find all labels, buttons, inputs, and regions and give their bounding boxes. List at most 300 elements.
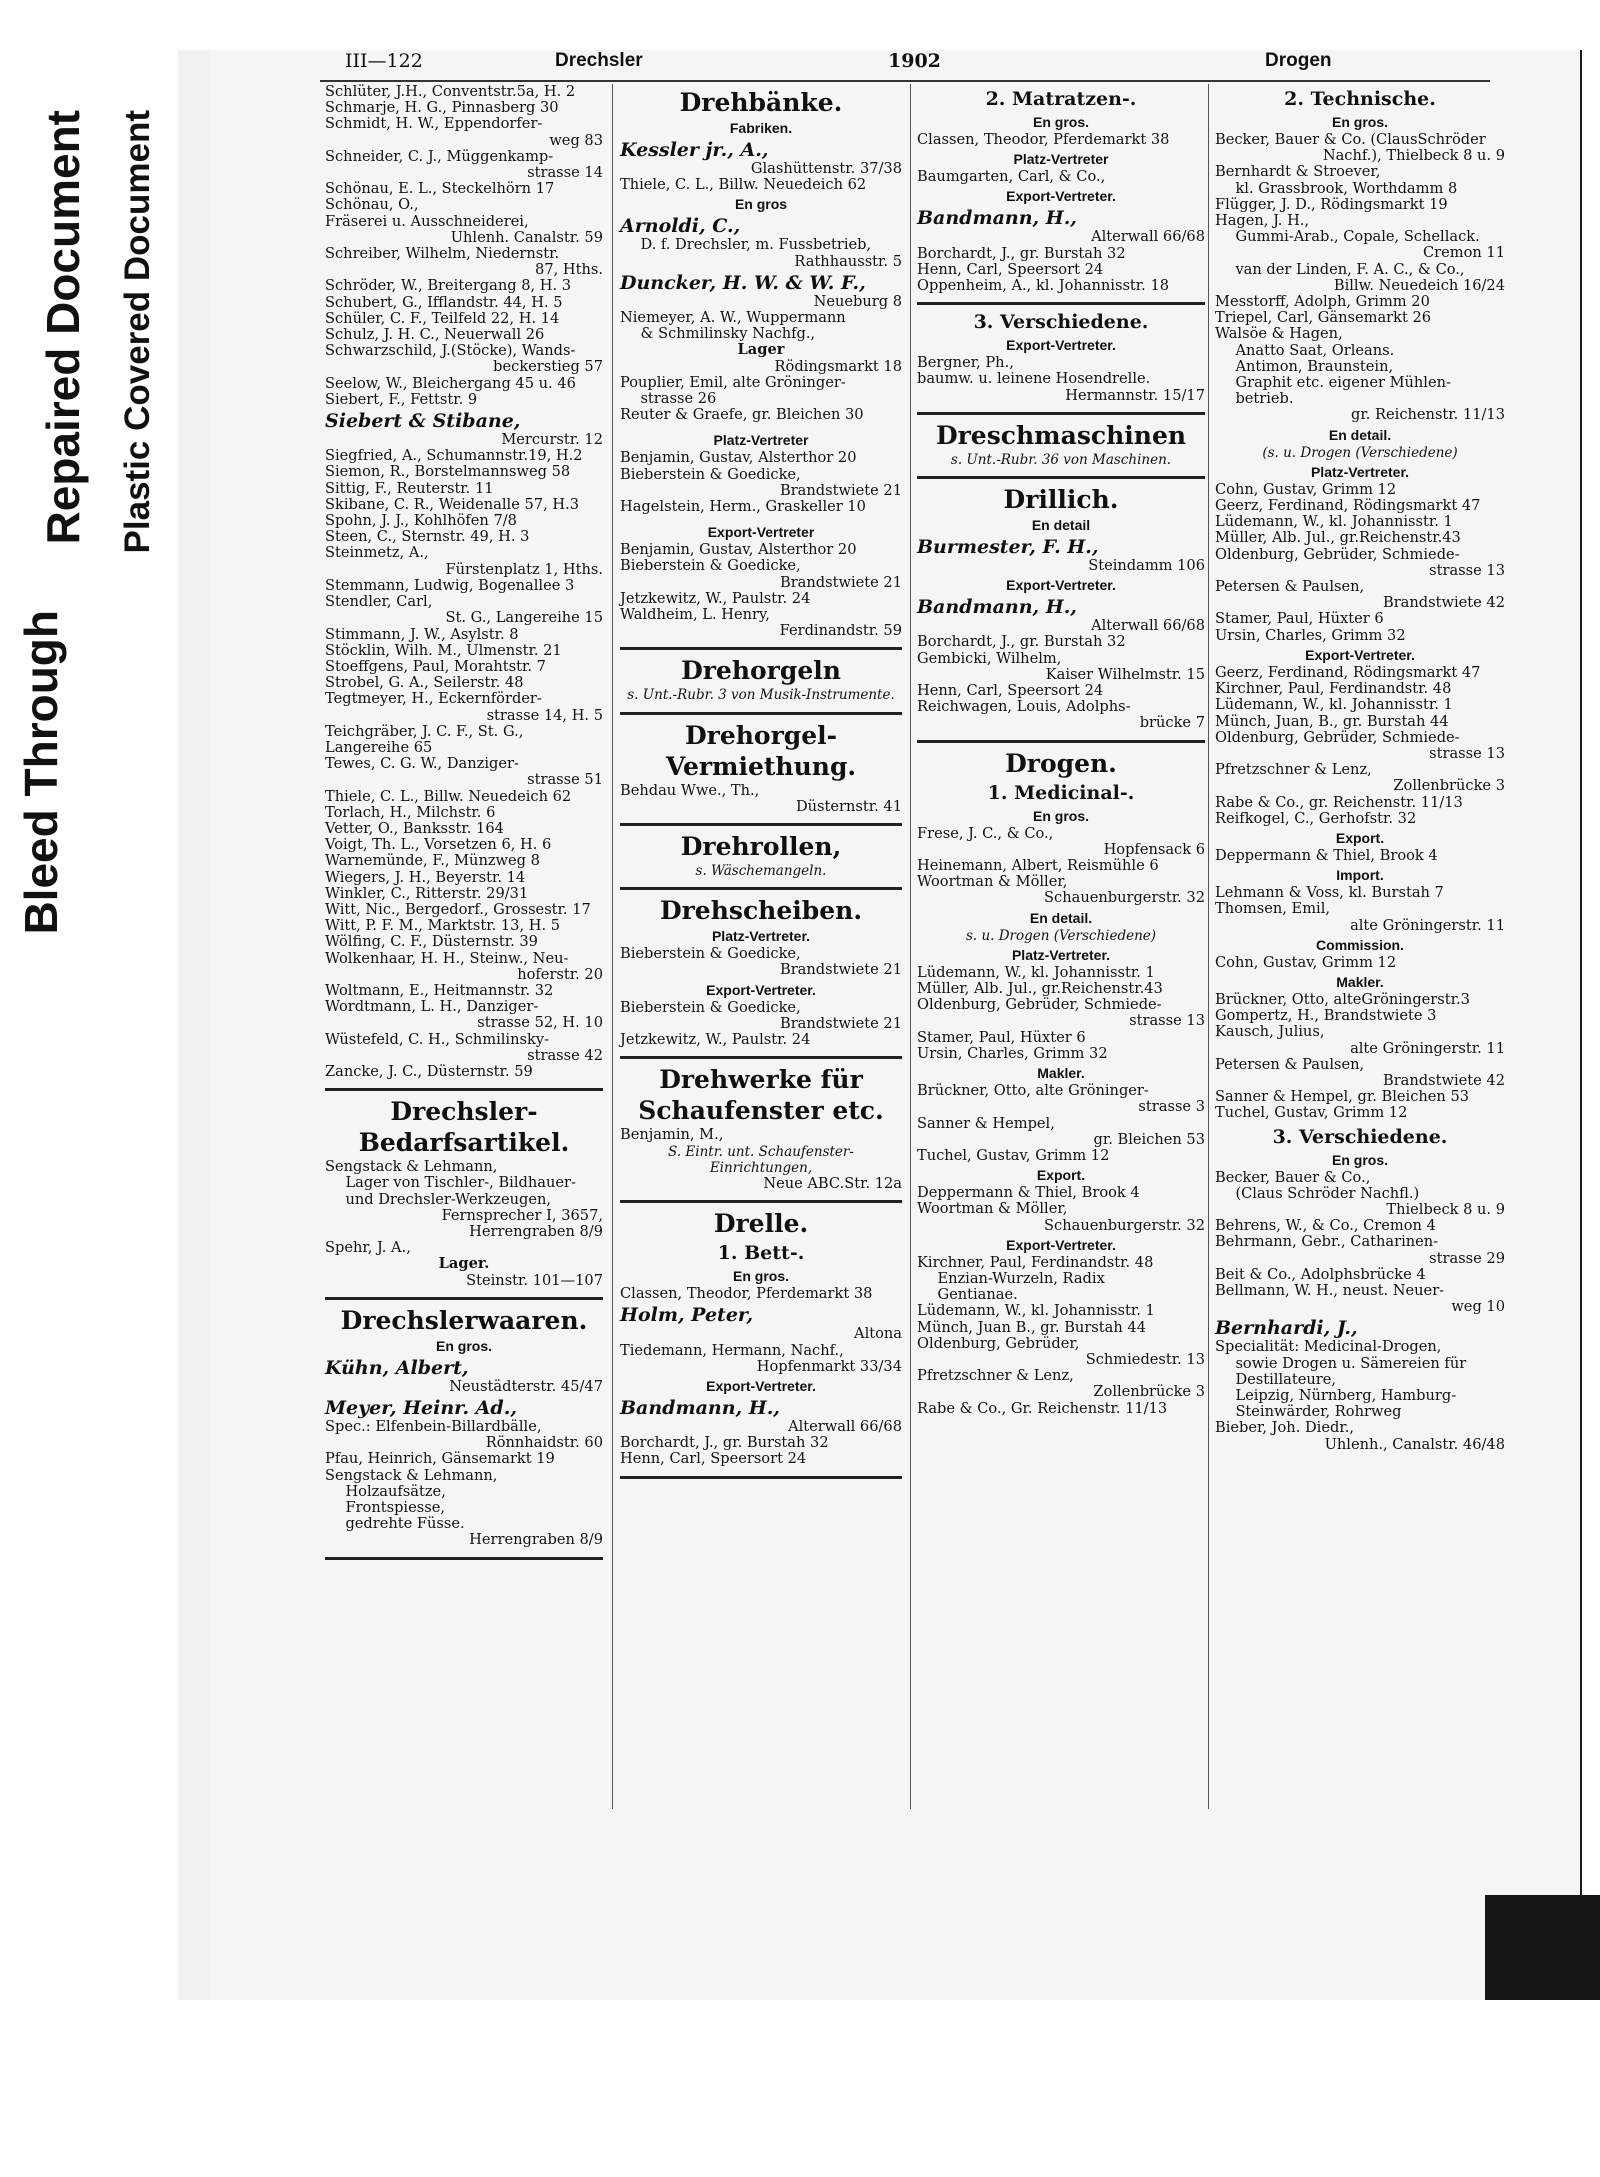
section-rule — [620, 647, 902, 650]
entry-line: Woltmann, E., Heitmannstr. 32 — [325, 981, 554, 999]
entry-line: gr. Bleichen 53 — [1093, 1130, 1205, 1148]
subsection-label: Platz-Vertreter. — [1310, 463, 1410, 480]
subsection-label: Fabriken. — [729, 120, 793, 136]
entry-line: strasse 26 — [640, 390, 717, 408]
column-2 — [620, 84, 902, 1485]
entry-line: Cremon 11 — [1422, 244, 1505, 262]
subsection-label: En gros. — [1331, 1151, 1388, 1168]
entry-line: strasse 42 — [527, 1046, 603, 1064]
entry-line: Benjamin, Gustav, Alsterthor 20 — [620, 541, 857, 559]
entry-line: Beit & Co., Adolphsbrücke 4 — [1215, 1265, 1426, 1283]
subsection-label: Export-Vertreter. — [1006, 577, 1116, 594]
firm-name: Burmester, F. H., — [917, 536, 1099, 559]
section-title: Dreschmaschinen — [935, 420, 1187, 450]
technische-makler-list — [1215, 992, 1505, 1122]
entry-line: strasse 13 — [1429, 561, 1505, 579]
plastic-covered-label: Plastic Covered Document — [118, 110, 157, 554]
entry-line: Lüdemann, W., kl. Johannisstr. 1 — [1215, 513, 1453, 531]
entry-line: Bergner, Ph., — [917, 354, 1014, 372]
page-number: III—122 — [345, 50, 423, 72]
firm-address: Glashüttenstr. 37/38 — [750, 160, 902, 177]
firm-name: Bandmann, H., — [917, 596, 1077, 619]
bedarf-list — [325, 1159, 603, 1289]
entry-line: Witt, P. F. M., Marktstr. 13, H. 5 — [325, 917, 561, 935]
entry-line: brücke 7 — [1139, 714, 1205, 732]
section-title: Vermiethung. — [665, 751, 857, 781]
entry-line: Schmidt, H. W., Eppendorfer- — [325, 115, 543, 133]
entry-line: Baumgarten, Carl, & Co., — [917, 168, 1106, 186]
entry-line: Sengstack & Lehmann, — [325, 1158, 498, 1176]
matratzen-list — [917, 246, 1205, 295]
entry-line: Heinemann, Albert, Reismühle 6 — [917, 857, 1159, 875]
medicinal-platz-list — [917, 965, 1205, 1062]
subsection-label: Export-Vertreter — [707, 524, 815, 541]
entry-line: Brandstwiete 42 — [1382, 1071, 1505, 1089]
entry-line: Becker, Bauer & Co. (ClausSchröder — [1215, 131, 1486, 148]
entry-line: Bieberstein & Goedicke, — [620, 998, 801, 1016]
entry-line: Schönau, O., — [325, 196, 419, 214]
section-rule — [917, 476, 1205, 479]
entry-line: Schneider, C. J., Müggenkamp- — [325, 147, 554, 165]
entry-line: Thomsen, Emil, — [1215, 900, 1331, 918]
entry-line: gedrehte Füsse. — [345, 1515, 465, 1533]
subsection-label: Makler. — [1336, 973, 1384, 990]
entry-line: Schwarzschild, J.(Stöcke), Wands- — [325, 342, 576, 360]
entry-line: alte Gröningerstr. 11 — [1350, 916, 1505, 934]
entry-line: (Claus Schröder Nachfl.) — [1235, 1184, 1420, 1202]
header-left-word: Drechsler — [555, 50, 643, 71]
column-4 — [1215, 84, 1505, 1453]
subsection-title: 2. Technische. — [1284, 88, 1436, 110]
bleed-through-label: Bleed Through — [15, 610, 67, 935]
entry-line: alte Gröningerstr. 11 — [1350, 1039, 1505, 1057]
entry-line: Sanner & Hempel, gr. Bleichen 53 — [1215, 1088, 1470, 1106]
entry-line: Stöcklin, Wilh. M., Ulmenstr. 21 — [325, 641, 562, 659]
entry-line: Siebert, F., Fettstr. 9 — [325, 390, 478, 408]
entry-line: Siemon, R., Borstelmannsweg 58 — [325, 463, 571, 481]
entry-line: Lager von Tischler-, Bildhauer- — [345, 1174, 576, 1192]
entry-line: strasse 14 — [527, 164, 603, 182]
section-rule — [620, 1476, 902, 1479]
subsection-label: En gros. — [1032, 114, 1089, 130]
section-rule — [620, 712, 902, 715]
entry-line: Müller, Alb. Jul., gr.Reichenstr.43 — [917, 980, 1163, 998]
entry-line: Rödingsmarkt 18 — [774, 357, 902, 375]
entry-line: Steinmetz, A., — [325, 544, 429, 562]
entry-line: Warnemünde, F., Münzweg 8 — [325, 852, 540, 870]
entry-line: weg 10 — [1451, 1298, 1505, 1316]
entry-line: Müller, Alb. Jul., gr.Reichenstr.43 — [1215, 529, 1461, 547]
subsection-label: Export-Vertreter. — [1006, 188, 1116, 205]
entry-line: Borchardt, J., gr. Burstah 32 — [917, 633, 1126, 651]
entry-line: D. f. Drechsler, m. Fussbetrieb, — [640, 236, 872, 254]
subsection-label: Export-Vertreter. — [1006, 1236, 1116, 1253]
cross-reference: S. Eintr. unt. Schaufenster-Einrichtungen, — [668, 1143, 854, 1176]
verschiedene-list — [1215, 1170, 1505, 1316]
drechsler-list — [325, 84, 603, 1080]
entry-line: Thiele, C. L., Billw. Neuedeich 62 — [325, 787, 572, 805]
entry-line: Schauenburgerstr. 32 — [1044, 889, 1205, 907]
section-rule — [917, 302, 1205, 305]
entry-line: Brückner, Otto, alte Gröninger- — [917, 1082, 1149, 1100]
firm-name: Bandmann, H., — [917, 207, 1077, 230]
entry-line: Oldenburg, Gebrüder, Schmiede- — [1215, 728, 1460, 746]
entry-line: Ursin, Charles, Grimm 32 — [917, 1044, 1108, 1062]
bernhardi-list — [1215, 1339, 1505, 1452]
entry-line: Bellmann, W. H., neust. Neuer- — [1215, 1281, 1445, 1299]
entry-line: Classen, Theodor, Pferdemarkt 38 — [917, 131, 1170, 148]
section-title: Drehorgel- — [684, 720, 838, 750]
scan-corner-shadow — [1485, 1895, 1600, 2000]
technische-export-list — [1215, 665, 1505, 827]
entry-line: Pouplier, Emil, alte Gröninger- — [620, 373, 846, 391]
section-title: Drehwerke für — [659, 1065, 863, 1095]
cross-reference: s. Wäschemangeln. — [695, 863, 827, 880]
section-title: Schaufenster etc. — [638, 1096, 884, 1126]
subsection-label: Export-Vertreter. — [1305, 646, 1415, 663]
medicinal-exportvertreter-list — [917, 1255, 1205, 1417]
export-list — [620, 542, 902, 639]
section-title: Drehorgeln — [681, 656, 841, 686]
firm-address: Alterwall 66/68 — [1091, 228, 1205, 246]
subsection-title: 1. Medicinal-. — [987, 781, 1135, 804]
subsection-label: En detail. — [1328, 426, 1392, 443]
firm-name: Bandmann, H., — [620, 1396, 780, 1419]
entry-line: Zancke, J. C., Düsternstr. 59 — [325, 1062, 533, 1080]
entry-line: Winkler, C., Ritterstr. 29/31 — [325, 884, 529, 902]
entry-line: Tiedemann, Hermann, Nachf., — [620, 1341, 844, 1359]
entry-line: Stamer, Paul, Hüxter 6 — [917, 1028, 1086, 1046]
entry-line: Behdau Wwe., Th., — [620, 781, 760, 799]
cross-reference: s. Unt.-Rubr. 3 von Musik-Instrumente. — [627, 687, 895, 704]
firm-name: Kühn, Albert, — [325, 1356, 469, 1379]
entry-line: Brandstwiete 21 — [779, 961, 902, 979]
entry-line: Brandstwiete 21 — [779, 573, 902, 591]
entry-line: Schreiber, Wilhelm, Niedernstr. — [325, 245, 560, 263]
entry-line: Siegfried, A., Schumannstr.19, H.2 — [325, 447, 583, 465]
entry-line: Pfretzschner & Lenz, — [917, 1367, 1074, 1385]
entry-line: Gummi-Arab., Copale, Schellack. — [1235, 228, 1480, 246]
column-3 — [917, 84, 1205, 1417]
entry-line: Torlach, H., Milchstr. 6 — [325, 803, 496, 821]
subsection-label: En gros. — [435, 1337, 492, 1354]
entry-line: Fräserei u. Ausschneiderei, — [325, 212, 529, 230]
entry-line: Wordtmann, L. H., Danziger- — [325, 998, 539, 1016]
entry-line: Reuter & Graefe, gr. Bleichen 30 — [620, 406, 864, 424]
entry-line: Mercurstr. 12 — [501, 431, 603, 449]
firm-address: Alterwall 66/68 — [1091, 617, 1205, 635]
entry-line: Steinwärder, Rohrweg — [1235, 1403, 1402, 1421]
entry-line: Tuchel, Gustav, Grimm 12 — [917, 1146, 1110, 1164]
section-title: Drechsler- — [390, 1097, 538, 1127]
entry-line: Cohn, Gustav, Grimm 12 — [1215, 953, 1397, 971]
entry-line: Brandstwiete 21 — [779, 1014, 902, 1032]
entry-line: Destillateure, — [1235, 1370, 1336, 1388]
entry-line: Petersen & Paulsen, — [1215, 578, 1365, 596]
entry-line: Voigt, Th. L., Vorsetzen 6, H. 6 — [325, 836, 552, 854]
entry-line: Billw. Neuedeich 16/24 — [1333, 276, 1505, 294]
entry-line: gr. Reichenstr. 11/13 — [1351, 406, 1505, 424]
entry-line: Becker, Bauer & Co., — [1215, 1168, 1371, 1186]
section-title: Drechslerwaaren. — [340, 1305, 588, 1335]
entry-line: Anatto Saat, Orleans. — [1235, 341, 1395, 359]
entry-line: Bieberstein & Goedicke, — [620, 557, 801, 575]
subsection-label: Export. — [1335, 829, 1385, 846]
firm-address: Alterwall 66/68 — [788, 1417, 902, 1435]
entry-line: strasse 14, H. 5 — [486, 706, 603, 724]
entry-line: betrieb. — [1235, 390, 1294, 408]
entry-line: Hopfenmarkt 33/34 — [756, 1357, 902, 1375]
entry-line: Bieberstein & Goedicke, — [620, 465, 801, 483]
entry-line: Hagen, J. H., — [1215, 212, 1310, 230]
entry-line: Reifkogel, C., Gerhofstr. 32 — [1215, 809, 1417, 827]
firm-name: Duncker, H. W. & W. F., — [620, 271, 866, 294]
entry-line: strasse 13 — [1429, 744, 1505, 762]
entry-line: Gompertz, H., Brandstwiete 3 — [1215, 1007, 1437, 1025]
entry-line: Lager. — [438, 1255, 490, 1273]
entry-line: Fernsprecher I, 3657, — [441, 1206, 603, 1224]
entry-line: Zollenbrücke 3 — [1093, 1383, 1205, 1401]
entry-line: St. G., Langereihe 15 — [445, 609, 603, 627]
entry-line: weg 83 — [549, 131, 603, 149]
entry-line: Sittig, F., Reuterstr. 11 — [325, 479, 494, 497]
column-divider — [612, 84, 613, 1809]
entry-line: Schönau, E. L., Steckelhörn 17 — [325, 180, 555, 198]
entry-line: strasse 51 — [527, 771, 603, 789]
subsection-label: En detail — [1031, 517, 1091, 534]
entry-line: Geerz, Ferdinand, Rödingsmarkt 47 — [1215, 663, 1481, 681]
entry-line: Fürstenplatz 1, Hths. — [445, 560, 603, 578]
section-rule — [325, 1088, 603, 1091]
entry-line: Hopfensack 6 — [1103, 840, 1205, 858]
entry-line: Schulz, J. H. C., Neuerwall 26 — [325, 326, 545, 344]
entry-line: Teichgräber, J. C. F., St. G., — [325, 722, 524, 740]
subsection-label: En gros. — [1032, 807, 1089, 824]
entry-line: Flügger, J. D., Rödingsmarkt 19 — [1215, 195, 1448, 213]
technische-list — [1215, 132, 1505, 424]
entry-line: Classen, Theodor, Pferdemarkt 38 — [620, 1285, 873, 1303]
entry-line: Hermannstr. 15/17 — [1065, 386, 1205, 404]
entry-line: Stemmann, Ludwig, Bogenallee 3 — [325, 576, 575, 594]
entry-line: Tegtmeyer, H., Eckernförder- — [325, 690, 542, 708]
entry-line: Oppenheim, A., kl. Johannisstr. 18 — [917, 277, 1170, 295]
entry-line: Frontspiesse, — [345, 1499, 445, 1517]
entry-line: Nachf.), Thielbeck 8 u. 9 — [1322, 147, 1505, 165]
entry-line: Ferdinandstr. 59 — [779, 622, 902, 640]
condition-banner — [0, 50, 210, 2000]
entry-line: Behrmann, Gebr., Catharinen- — [1215, 1233, 1439, 1251]
entry-line: Oldenburg, Gebrüder, — [917, 1334, 1080, 1352]
entry-line: Spec.: Elfenbein-Billardbälle, — [325, 1418, 542, 1436]
cross-reference: s. Unt.-Rubr. 36 von Maschinen. — [950, 451, 1172, 468]
entry-line: Borchardt, J., gr. Burstah 32 — [917, 244, 1126, 262]
entry-line: Spohn, J. J., Kohlhöfen 7/8 — [325, 512, 517, 530]
entry-line: Schmarje, H. G., Pinnasberg 30 — [325, 99, 559, 117]
platz-list — [620, 450, 902, 515]
subsection-label: Commission. — [1316, 936, 1404, 953]
entry-line: Leipzig, Nürnberg, Hamburg- — [1235, 1387, 1457, 1404]
section-title: Bedarfsartikel. — [358, 1128, 570, 1158]
entry-line: Sengstack & Lehmann, — [325, 1466, 498, 1484]
medicinal-export-list — [917, 1185, 1205, 1234]
subsection-label: Export. — [1036, 1167, 1086, 1184]
section-title: Drelle. — [713, 1209, 809, 1239]
entry-line: Brandstwiete 42 — [1382, 594, 1505, 612]
entry-line: Schüler, C. F., Teilfeld 22, H. 14 — [325, 309, 560, 327]
entry-line: 87, Hths. — [535, 261, 603, 279]
entry-line: Stendler, Carl, — [325, 593, 433, 611]
section-rule — [620, 1200, 902, 1203]
entry-line: Witt, Nic., Bergedorf., Grossestr. 17 — [325, 900, 591, 918]
entry-line: Münch, Juan, B., gr. Burstah 44 — [1215, 712, 1449, 730]
entry-line: Messtorff, Adolph, Grimm 20 — [1215, 293, 1430, 311]
entry-line: Lehmann & Voss, kl. Burstah 7 — [1215, 884, 1444, 902]
entry-line: Wölfing, C. F., Düsternstr. 39 — [325, 933, 538, 951]
entry-line: Sanner & Hempel, — [917, 1114, 1055, 1132]
repaired-document-label: Repaired Document — [37, 110, 89, 545]
scanned-page — [0, 50, 1600, 2000]
entry-line: Bieberstein & Goedicke, — [620, 945, 801, 963]
entry-line: Frese, J. C., & Co., — [917, 824, 1054, 842]
entry-line: Waldheim, L. Henry, — [620, 606, 770, 624]
entry-line: Behrens, W., & Co., Cremon 4 — [1215, 1217, 1436, 1235]
entry-line: Neue ABC.Str. 12a — [763, 1174, 902, 1192]
entry-line: Schlüter, J.H., Conventstr.5a, H. 2 — [325, 83, 576, 100]
entry-line: Antimon, Braunstein, — [1235, 357, 1394, 375]
entry-line: Rabe & Co., Gr. Reichenstr. 11/13 — [917, 1399, 1168, 1417]
firm-address: Altona — [854, 1325, 902, 1343]
section-rule — [325, 1557, 603, 1560]
entry-line: beckerstieg 57 — [493, 358, 603, 376]
entry-line: Kirchner, Paul, Ferdinandstr. 48 — [1215, 680, 1452, 698]
subsection-title: 1. Bett-. — [717, 1242, 805, 1265]
entry-line: Herrengraben 8/9 — [469, 1223, 603, 1240]
firm-name: Bernhardi, J., — [1215, 1317, 1358, 1340]
entry-line: Tuchel, Gustav, Grimm 12 — [1215, 1104, 1408, 1122]
entry-line: und Drechsler-Werkzeugen, — [345, 1190, 552, 1208]
entry-line: Oldenburg, Gebrüder, Schmiede- — [1215, 545, 1460, 563]
entry-line: Triepel, Carl, Gänsemarkt 26 — [1215, 309, 1432, 327]
entry-line: Borchardt, J., gr. Burstah 32 — [620, 1434, 829, 1452]
entry-line: Cohn, Gustav, Grimm 12 — [1215, 480, 1397, 498]
entry-line: Stamer, Paul, Hüxter 6 — [1215, 610, 1384, 628]
entry-line: Woortman & Möller, — [917, 1200, 1068, 1218]
header-right-word: Drogen — [1265, 50, 1332, 71]
subsection-label: Export-Vertreter. — [706, 981, 816, 998]
entry-line: Kausch, Julius, — [1215, 1023, 1325, 1041]
firm-address: Neustädterstr. 45/47 — [449, 1377, 603, 1395]
entry-line: Lüdemann, W., kl. Johannisstr. 1 — [1215, 696, 1453, 714]
firm-name: Meyer, Heinr. Ad., — [325, 1397, 517, 1420]
entry-line: Pfretzschner & Lenz, — [1215, 761, 1372, 779]
entry-line: Rabe & Co., gr. Reichenstr. 11/13 — [1215, 793, 1463, 811]
entry-line: Reichwagen, Louis, Adolphs- — [917, 698, 1131, 716]
column-divider — [1208, 84, 1209, 1809]
entry-line: Walsöe & Hagen, — [1215, 325, 1343, 343]
subsection-label: Platz-Vertreter — [713, 432, 809, 449]
entry-line: Schubert, G., Ifflandstr. 44, H. 5 — [325, 293, 563, 311]
entry-line: Gembicki, Wilhelm, — [917, 649, 1062, 667]
header-year: 1902 — [888, 50, 941, 72]
subsection-label: En gros. — [1331, 114, 1388, 130]
entry-line: Brandstwiete 21 — [779, 481, 902, 499]
subsection-label: Platz-Vertreter — [1013, 151, 1109, 168]
entry-line: Tewes, C. G. W., Danziger- — [325, 755, 519, 773]
entry-line: Stoeffgens, Paul, Morahtstr. 7 — [325, 657, 546, 675]
subsection-title: 3. Verschiedene. — [1272, 1125, 1448, 1148]
entry-line: Jetzkewitz, W., Paulstr. 24 — [620, 589, 811, 607]
cross-reference: s. u. Drogen (Verschiedene) — [965, 927, 1157, 944]
firm-name: Holm, Peter, — [620, 1304, 754, 1327]
subsection-label: Export-Vertreter. — [706, 1377, 816, 1394]
entry-line: Thielbeck 8 u. 9 — [1386, 1200, 1505, 1218]
entry-line: Benjamin, Gustav, Alsterthor 20 — [620, 449, 857, 467]
entry-line: strasse 3 — [1138, 1098, 1205, 1116]
column-divider — [910, 84, 911, 1809]
entry-line: Henn, Carl, Speersort 24 — [917, 682, 1104, 700]
directory-page — [210, 50, 1582, 2000]
entry-line: Rathhausstr. 5 — [794, 252, 902, 270]
entry-line: Rönnhaidstr. 60 — [485, 1434, 603, 1452]
entry-line: Graphit etc. eigener Mühlen- — [1235, 374, 1451, 392]
entry-line: Petersen & Paulsen, — [1215, 1055, 1365, 1073]
entry-line: Herrengraben 8/9 — [469, 1531, 603, 1549]
entry-line: Deppermann & Thiel, Brook 4 — [1215, 846, 1438, 864]
subsection-label: En detail. — [1029, 909, 1093, 926]
subsection-label: Export-Vertreter. — [1006, 337, 1116, 354]
entry-line: Stimmann, J. W., Asylstr. 8 — [325, 625, 519, 643]
entry-line: Zollenbrücke 3 — [1393, 777, 1505, 795]
entry-line: Geerz, Ferdinand, Rödingsmarkt 47 — [1215, 497, 1481, 515]
subsection-label: Platz-Vertreter. — [711, 928, 811, 945]
section-title: Drillich. — [1003, 485, 1119, 515]
entry-line: Uhlenh. Canalstr. 59 — [450, 228, 603, 246]
entry-line: Steen, C., Sternstr. 49, H. 3 — [325, 528, 530, 546]
entry-line: Wolkenhaar, H. H., Steinw., Neu- — [325, 949, 569, 967]
entry-line: Benjamin, M., — [620, 1126, 724, 1144]
entry-line: Siebert & Stibane, — [325, 410, 521, 433]
entry-line: Lüdemann, W., kl. Johannisstr. 1 — [917, 963, 1155, 981]
entry-line: Uhlenh., Canalstr. 46/48 — [1324, 1435, 1505, 1453]
entry-line: baumw. u. leinene Hosendrelle. — [917, 370, 1151, 388]
drillich-list — [917, 634, 1205, 731]
entry-line: Niemeyer, A. W., Wuppermann — [620, 309, 846, 327]
firm-address: Neueburg 8 — [813, 292, 902, 310]
entry-line: strasse 29 — [1429, 1249, 1505, 1267]
running-header — [210, 50, 1510, 80]
subsection-title: 3. Verschiedene. — [973, 311, 1149, 334]
entry-line: Münch, Juan B., gr. Burstah 44 — [917, 1318, 1146, 1336]
banner-stub — [178, 50, 210, 2000]
entry-line: Bernhardt & Stroever, — [1215, 163, 1381, 181]
entry-line: Kaiser Wilhelmstr. 15 — [1045, 665, 1205, 683]
entry-line: Lager — [737, 341, 785, 359]
section-title: Drehscheiben. — [659, 896, 863, 926]
entry-line: Gentianae. — [937, 1286, 1018, 1304]
entry-line: Wiegers, J. H., Beyerstr. 14 — [325, 868, 526, 886]
subsection-label: En gros. — [732, 1268, 789, 1285]
entry-line: hoferstr. 20 — [517, 965, 603, 983]
cross-reference: (s. u. Drogen (Verschiedene) — [1262, 444, 1458, 461]
entry-line: Oldenburg, Gebrüder, Schmiede- — [917, 996, 1162, 1014]
section-title: Drehrollen, — [680, 832, 842, 862]
section-title: Drogen. — [1005, 748, 1117, 778]
firm-name: Arnoldi, C., — [620, 215, 741, 238]
entry-line: strasse 52, H. 10 — [477, 1014, 603, 1032]
medicinal-engros-list — [917, 826, 1205, 907]
section-rule — [620, 823, 902, 826]
section-rule — [620, 887, 902, 890]
